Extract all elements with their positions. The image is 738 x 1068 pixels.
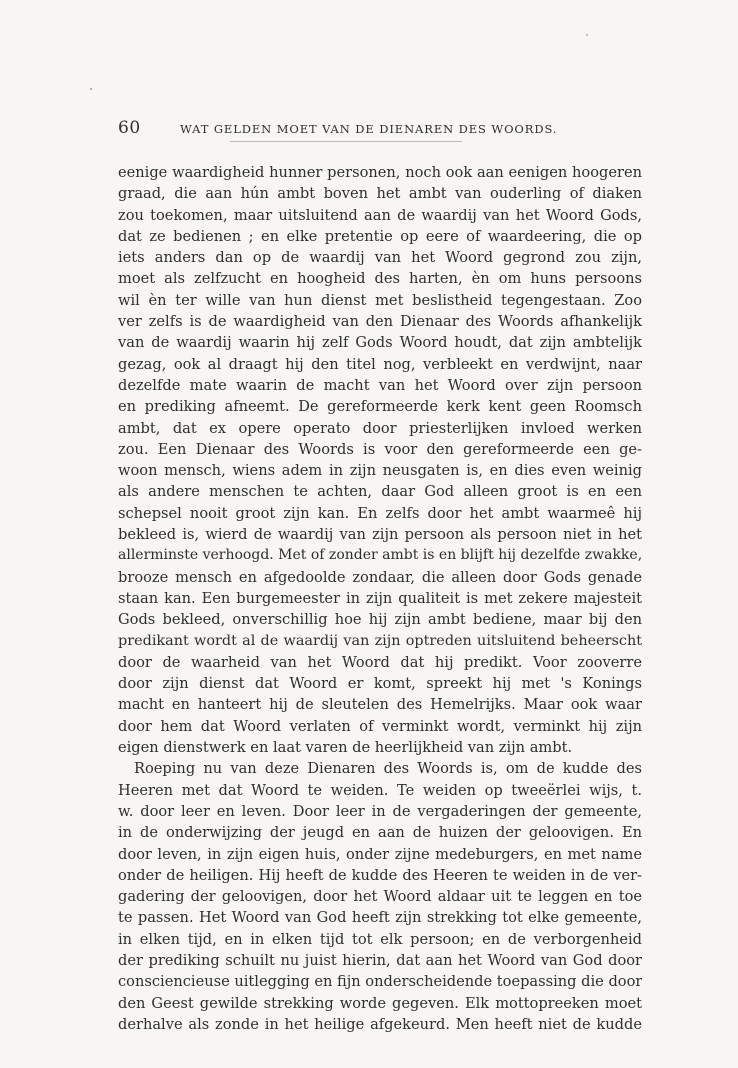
text-line: den Geest gewilde strekking worde gegeven. Elk mottopreeken moet	[118, 994, 642, 1012]
text-line: gezag, ook al draagt hij den titel nog, verbleekt en verdwijnt, naar	[118, 355, 642, 373]
text-line: door leven, in zijn eigen huis, onder zijne medeburgers, en met name	[118, 845, 642, 863]
text-line: gadering der geloovigen, door het Woord aldaar uit te leggen en toe	[118, 888, 642, 906]
text-line: Heeren met dat Woord te weiden. Te weiden op tweeërlei wijs, t.	[118, 781, 642, 799]
text-line: ver zelfs is de waardigheid van den Dienaar des Woords afhankelijk	[118, 313, 642, 331]
text-line: w. door leer en leven. Door leer in de vergaderingen der gemeente,	[118, 802, 642, 820]
text-line: derhalve als zonde in het heilige afgekeurd. Men heeft niet de kudde	[118, 1015, 642, 1033]
text-line: eigen dienstwerk en laat varen de heerlijkheid van zijn ambt.	[118, 739, 573, 757]
text-line: allerminste verhoogd. Met of zonder ambt is en blijft hij dezelfde zwakke,	[118, 547, 642, 564]
text-line: predikant wordt al de waardij van zijn optreden uitsluitend beheerscht	[118, 632, 642, 649]
text-line: door zijn dienst dat Woord er komt, spreekt hij met 's Konings	[118, 675, 642, 693]
text-line: iets anders dan op de waardij van het Woord gegrond zou zijn,	[118, 249, 642, 267]
text-line: ambt, dat ex opere operato door priesterlijken invloed werken	[118, 419, 642, 437]
text-line: schepsel nooit groot zijn kan. En zelfs door het ambt waarmeê hij	[118, 504, 642, 522]
text-line: in elken tijd, en in elken tijd tot elk persoon; en de verborgenheid	[118, 930, 642, 948]
text-line: Roeping nu van deze Dienaren des Woords is, om de kudde des	[134, 760, 642, 778]
speck	[90, 88, 92, 90]
text-line: moet als zelfzucht en hoogheid des harten, èn om huns persoons	[118, 270, 642, 288]
text-line: bekleed is, wierd de waardij van zijn persoon als persoon niet in het	[118, 526, 642, 544]
text-line: brooze mensch en afgedoolde zondaar, die alleen door Gods genade	[118, 568, 642, 586]
text-line: staan kan. Een burgemeester in zijn qualiteit is met zekere majesteit	[118, 589, 642, 607]
running-head: WAT GELDEN MOET VAN DE DIENAREN DES WOORDS.	[180, 122, 558, 136]
text-line: door de waarheid van het Woord dat hij predikt. Voor zooverre	[118, 653, 642, 671]
header-rule	[230, 141, 462, 142]
text-line: van de waardij waarin hij zelf Gods Woord houdt, dat zijn ambtelijk	[118, 334, 642, 352]
text-line: te passen. Het Woord van God heeft zijn strekking tot elke gemeente,	[118, 909, 642, 927]
speck	[586, 34, 588, 36]
text-line: en prediking afneemt. De gereformeerde kerk kent geen Roomsch	[118, 398, 642, 416]
text-line: eenige waardigheid hunner personen, noch ook aan eenigen hoogeren	[118, 164, 642, 181]
text-line: graad, die aan hún ambt boven het ambt van ouderling of diaken	[118, 185, 642, 203]
text-line: consciencieuse uitlegging en fijn onderscheidende toepassing die door	[118, 973, 642, 991]
text-line: door hem dat Woord verlaten of verminkt wordt, verminkt hij zijn	[118, 717, 642, 735]
text-line: onder de heiligen. Hij heeft de kudde des Heeren te weiden in de ver-	[118, 866, 642, 884]
text-line: als andere menschen te achten, daar God alleen groot is en een	[118, 483, 642, 501]
text-line: wil èn ter wille van hun dienst met beslistheid tegengestaan. Zoo	[118, 291, 642, 309]
text-line: macht en hanteert hij de sleutelen des Hemelrijks. Maar ook waar	[118, 696, 642, 714]
text-line: woon mensch, wiens adem in zijn neusgaten is, en dies even weinig	[118, 462, 642, 480]
text-line: der prediking schuilt nu juist hierin, dat aan het Woord van God door	[118, 951, 642, 969]
text-line: Gods bekleed, onverschillig hoe hij zijn ambt bediene, maar bij den	[118, 611, 642, 629]
text-line: dat ze bedienen ; en elke pretentie op eere of waardeering, die op	[118, 227, 642, 245]
body-text	[118, 162, 642, 1035]
text-line: zou. Een Dienaar des Woords is voor den gereformeerde een ge-	[118, 440, 642, 458]
text-line: in de onderwijzing der jeugd en aan de huizen der geloovigen. En	[118, 824, 642, 842]
text-line: dezelfde mate waarin de macht van het Woord over zijn persoon	[118, 376, 642, 394]
page-number: 60	[118, 118, 141, 138]
page-header	[118, 118, 638, 140]
text-line: zou toekomen, maar uitsluitend aan de waardij van het Woord Gods,	[118, 206, 642, 224]
